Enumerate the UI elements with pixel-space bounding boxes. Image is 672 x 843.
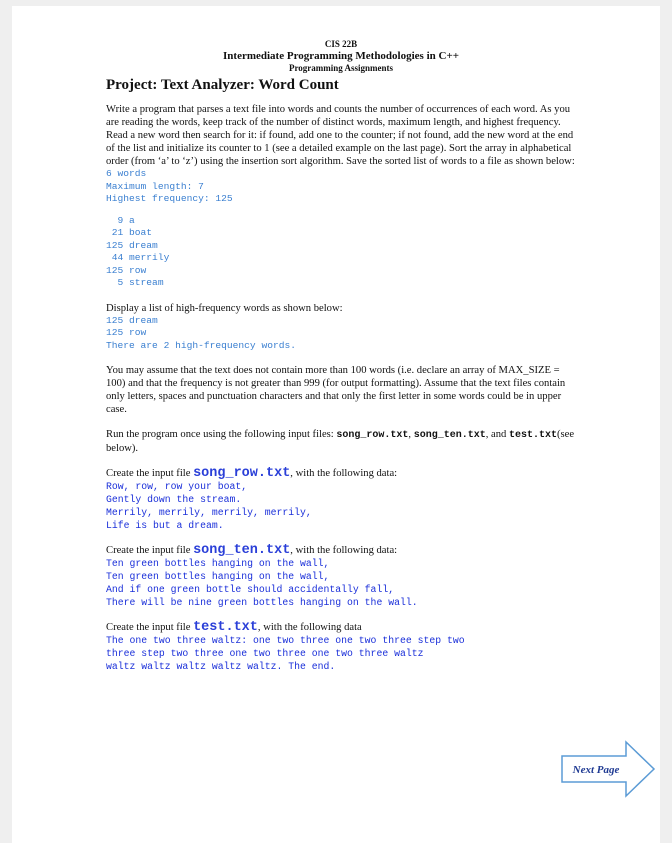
summary-line: Maximum length: 7 xyxy=(106,180,204,192)
word-list-line: 5 stream xyxy=(106,277,164,288)
summary-line: 6 words xyxy=(106,168,147,179)
filename-song-row: song_row.txt xyxy=(336,430,409,441)
output-summary xyxy=(106,168,576,206)
high-frequency-list xyxy=(106,315,576,353)
high-frequency-line: 125 row xyxy=(106,327,147,338)
high-frequency-intro: Display a list of high-frequency words as shown below: xyxy=(106,302,343,314)
filename-test: test.txt xyxy=(508,430,557,441)
file-heading-prefix: Create the input file xyxy=(106,468,194,479)
assignments-label: Programming Assignments xyxy=(288,63,394,73)
document-content xyxy=(106,38,576,673)
filename-song-ten: song_ten.txt xyxy=(413,430,486,441)
run-instructions xyxy=(106,428,576,455)
song-row-data xyxy=(106,480,576,532)
file-line: Gently down the stream. xyxy=(106,494,242,505)
next-page-label: Next Page xyxy=(572,764,620,776)
file-line: Merrily, merrily, merrily, merrily, xyxy=(106,507,312,518)
word-list-line: 125 row xyxy=(106,264,147,276)
word-list xyxy=(106,215,576,290)
file-line: Ten green bottles hanging on the wall, xyxy=(106,571,330,582)
file-heading-suffix: , with the following data: xyxy=(290,468,398,479)
file-line: Ten green bottles hanging on the wall, xyxy=(106,558,330,569)
file-heading-test xyxy=(106,621,576,634)
file-heading-song-row xyxy=(106,467,576,480)
word-list-line: 44 merrily xyxy=(106,252,170,263)
word-list-line: 21 boat xyxy=(106,227,153,238)
file-heading-song-ten xyxy=(106,544,576,557)
file-line: three step two three one two three one two three waltz xyxy=(106,648,424,659)
file-line: Life is but a dream. xyxy=(106,520,224,531)
file-heading-suffix: , with the following data: xyxy=(290,545,398,556)
run-separator: , xyxy=(408,429,414,440)
summary-line: Highest frequency: 125 xyxy=(106,193,233,204)
course-subtitle: Intermediate Programming Methodologies in C++ xyxy=(223,50,459,62)
file-line: Row, row, row your boat, xyxy=(106,481,248,492)
file-heading-prefix: Create the input file xyxy=(106,622,194,633)
file-line: There will be nine green bottles hanging on the wall. xyxy=(106,597,418,608)
file-name-song-row: song_row.txt xyxy=(193,466,291,481)
file-name-test: test.txt xyxy=(193,620,258,635)
document-page xyxy=(12,6,660,843)
file-line: waltz waltz waltz waltz waltz. The end. xyxy=(106,661,336,672)
song-ten-data xyxy=(106,557,576,609)
file-heading-prefix: Create the input file xyxy=(106,545,194,556)
file-heading-suffix: , with the following data xyxy=(257,622,362,633)
test-data xyxy=(106,634,576,673)
word-list-line: 9 a xyxy=(106,214,135,226)
file-line: And if one green bottle should accidentally fall, xyxy=(106,584,395,595)
high-frequency-line: There are 2 high-frequency words. xyxy=(106,339,296,351)
run-separator: , and xyxy=(485,429,509,440)
run-suffix: (see below). xyxy=(106,429,575,454)
course-code: CIS 22B xyxy=(324,39,358,49)
file-line: The one two three waltz: one two three one two three step two xyxy=(106,635,465,646)
assumptions-paragraph: You may assume that the text does not contain more than 100 words (i.e. declare an array of MAX_SIZE = 100) and that the frequency is not greater than 999 (for output formatting). Assume that the text files contain only letters, spaces and punctuation characters and that only the first letter in some words could be in upper case. xyxy=(106,365,566,415)
next-page-button[interactable] xyxy=(560,740,656,798)
run-prefix: Run the program once using the following input files: xyxy=(106,429,337,440)
intro-paragraph: Write a program that parses a text file into words and counts the number of occurrences of each word. As you are reading the words, keep track of the number of distinct words, maximum length, and highest frequency. Read a new word then search for it: if found, add one to the counter; if not found, add the new word at the end of the list and initialize its counter to 1 (see a detailed example on the last page). Sort the array in alphabetical order (from ‘a’ to ‘z’) using the insertion sort algorithm. Save the sorted list of words to a file as shown below: xyxy=(106,104,575,167)
project-title: Project: Text Analyzer: Word Count xyxy=(106,77,339,93)
high-frequency-line: 125 dream xyxy=(106,314,158,326)
file-name-song-ten: song_ten.txt xyxy=(193,543,291,558)
right-arrow-icon xyxy=(560,740,656,798)
word-list-line: 125 dream xyxy=(106,239,158,251)
